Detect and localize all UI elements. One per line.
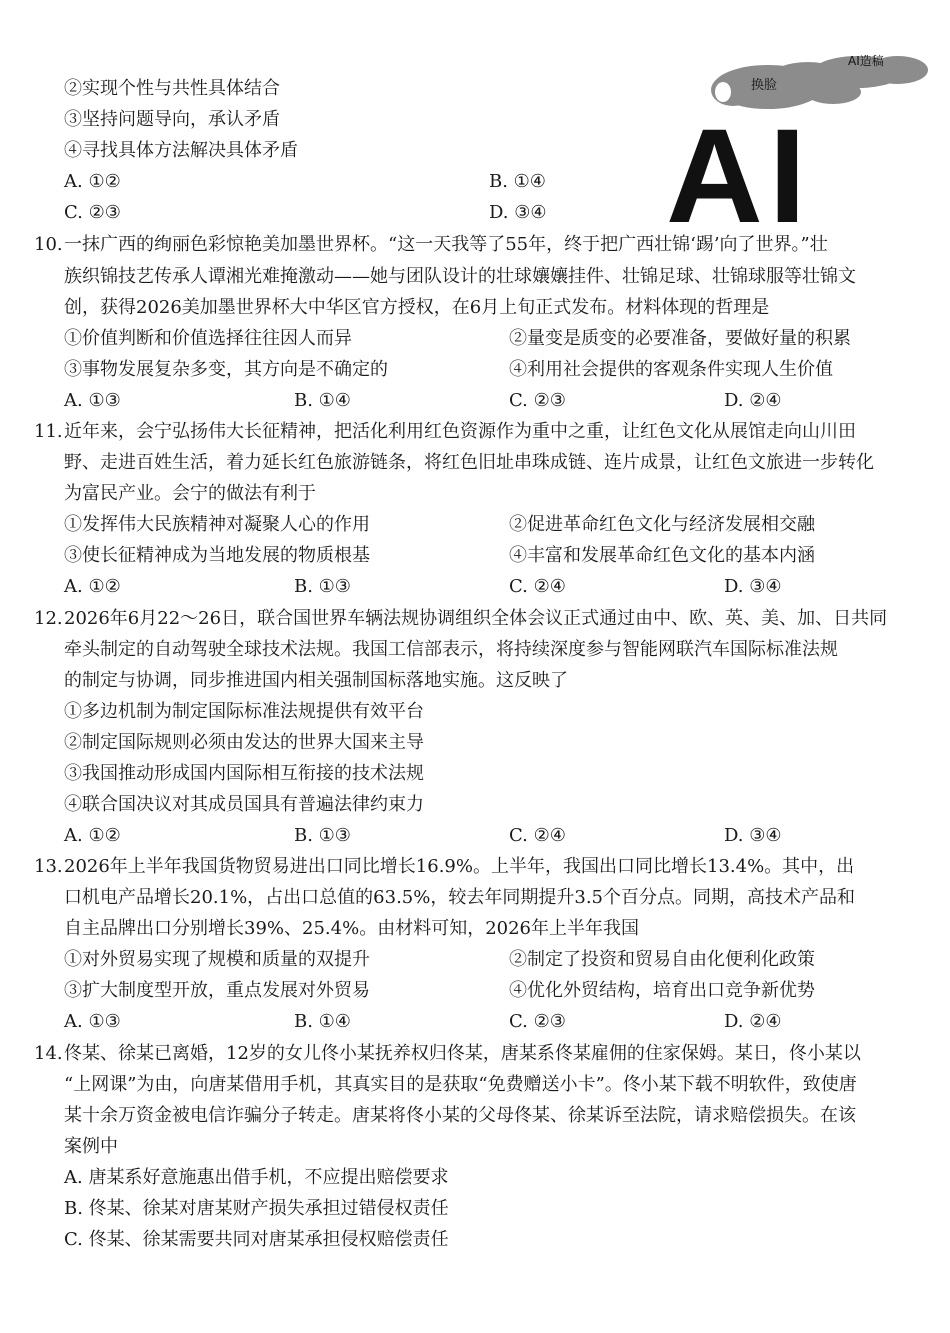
q10-number: 10.: [34, 234, 63, 255]
q10-answer-a: A. ①③: [64, 390, 121, 411]
ai-big-text: AI: [666, 102, 812, 251]
q14-stem-line: 佟某、徐某已离婚，12岁的女儿佟小某抚养权归佟某，唐某系佟某雇佣的住家保姆。某日，佟小某以: [64, 1043, 861, 1064]
q14-number: 14.: [34, 1043, 63, 1064]
q12-number: 12.: [34, 608, 63, 629]
cloud-label-2: AI造稿: [848, 54, 884, 68]
q12-option-3: ③我国推动形成国内国际相互衔接的技术法规: [64, 763, 424, 784]
q10-answer-c: C. ②③: [509, 390, 566, 411]
q12-answer-b: B. ①③: [294, 825, 351, 846]
q10-option-2: ②量变是质变的必要准备，要做好量的积累: [509, 328, 851, 349]
q14-option-a: A. 唐某系好意施惠出借手机，不应提出赔偿要求: [64, 1167, 449, 1188]
q13-answer-b: B. ①④: [294, 1011, 351, 1032]
q12-stem-line: 牵头制定的自动驾驶全球技术法规。我国工信部表示，将持续深度参与智能网联汽车国际标准法规: [64, 639, 838, 660]
q11-stem-line: 为富民产业。会宁的做法有利于: [64, 483, 316, 504]
q14-stem-line: “上网课”为由，向唐某借用手机，其真实目的是获取“免费赠送小卡”。佟小某下载不明软件，致使唐: [64, 1074, 857, 1095]
q12-option-2: ②制定国际规则必须由发达的世界大国来主导: [64, 732, 424, 753]
q12-answer-c: C. ②④: [509, 825, 566, 846]
q12-answer-d: D. ③④: [724, 825, 782, 846]
cloud-label: 换脸: [751, 78, 778, 93]
q13-answer-a: A. ①③: [64, 1011, 121, 1032]
cloud-illustration-graphic: [666, 54, 914, 251]
q12-answer-a: A. ①②: [64, 825, 121, 846]
q12-option-4: ④联合国决议对其成员国具有普遍法律约束力: [64, 794, 424, 815]
q13-option-3: ③扩大制度型开放，重点发展对外贸易: [64, 980, 370, 1001]
q13-answer-d: D. ②④: [724, 1011, 782, 1032]
q13-stem-line: 2026年上半年我国货物贸易进出口同比增长16.9%。上半年，我国出口同比增长13.4%。其中，出: [64, 856, 855, 877]
q9-answer-b: B. ①④: [489, 171, 546, 192]
q14-option-c: C. 佟某、徐某需要共同对唐某承担侵权赔偿责任: [64, 1229, 449, 1250]
q9-answer-a: A. ①②: [64, 171, 121, 192]
q13-number: 13.: [34, 856, 63, 877]
q11-option-2: ②促进革命红色文化与经济发展相交融: [509, 514, 815, 535]
q13-option-4: ④优化外贸结构，培育出口竞争新优势: [509, 980, 815, 1001]
q12-stem-line: 的制定与协调，同步推进国内相关强制国标落地实施。这反映了: [64, 670, 568, 691]
q10-stem-line: 创，获得2026美加墨世界杯大中华区官方授权，在6月上旬正式发布。材料体现的哲理是: [64, 297, 770, 318]
q11-option-1: ①发挥伟大民族精神对凝聚人心的作用: [64, 514, 370, 535]
q9-option-3: ③坚持问题导向，承认矛盾: [64, 109, 280, 130]
q9-option-4: ④寻找具体方法解决具体矛盾: [64, 140, 298, 161]
q9-option-2: ②实现个性与共性具体结合: [64, 78, 280, 99]
q9-answer-d: D. ③④: [489, 202, 547, 223]
q13-option-2: ②制定了投资和贸易自由化便利化政策: [509, 949, 815, 970]
q10-answer-b: B. ①④: [294, 390, 351, 411]
q10-option-1: ①价值判断和价值选择往往因人而异: [64, 328, 352, 349]
q11-answer-c: C. ②④: [509, 576, 566, 597]
q13-stem-line: 自主品牌出口分别增长39%、25.4%。由材料可知，2026年上半年我国: [64, 918, 639, 939]
q12-stem-line: 2026年6月22～26日，联合国世界车辆法规协调组织全体会议正式通过由中、欧、英、美、加、日共同: [64, 608, 888, 629]
q11-stem-line: 近年来，会宁弘扬伟大长征精神，把活化利用红色资源作为重中之重，让红色文化从展馆走向山川田: [64, 421, 856, 442]
ai-face-swap-illustration: [666, 54, 914, 251]
q11-answer-b: B. ①③: [294, 576, 351, 597]
q13-option-1: ①对外贸易实现了规模和质量的双提升: [64, 949, 370, 970]
q10-stem-line: 一抹广西的绚丽色彩惊艳美加墨世界杯。“这一天我等了55年，终于把广西壮锦‘踢’向了世界。”壮: [64, 234, 828, 255]
q11-stem-line: 野、走进百姓生活，着力延长红色旅游链条，将红色旧址串珠成链、连片成景，让红色文旅进一步转化: [64, 452, 874, 473]
q13-answer-c: C. ②③: [509, 1011, 566, 1032]
q10-option-3: ③事物发展复杂多变，其方向是不确定的: [64, 359, 388, 380]
q14-stem-line: 某十余万资金被电信诈骗分子转走。唐某将佟小某的父母佟某、徐某诉至法院，请求赔偿损失。在该: [64, 1105, 856, 1126]
q13-stem-line: 口机电产品增长20.1%，占出口总值的63.5%，较去年同期提升3.5个百分点。同期，高技术产品和: [64, 887, 855, 908]
q10-answer-d: D. ②④: [724, 390, 782, 411]
q12-option-1: ①多边机制为制定国际标准法规提供有效平台: [64, 701, 424, 722]
q11-number: 11.: [34, 421, 63, 442]
q14-stem-line: 案例中: [64, 1136, 118, 1157]
q14-option-b: B. 佟某、徐某对唐某财产损失承担过错侵权责任: [64, 1198, 449, 1219]
q11-option-4: ④丰富和发展革命红色文化的基本内涵: [509, 545, 815, 566]
q9-answer-c: C. ②③: [64, 202, 121, 223]
q11-answer-d: D. ③④: [724, 576, 782, 597]
q11-option-3: ③使长征精神成为当地发展的物质根基: [64, 545, 370, 566]
q11-answer-a: A. ①②: [64, 576, 121, 597]
q10-stem-line: 族织锦技艺传承人谭湘光难掩激动——她与团队设计的壮球孃孃挂件、壮锦足球、壮锦球服等壮锦文: [64, 266, 856, 287]
q10-option-4: ④利用社会提供的客观条件实现人生价值: [509, 359, 833, 380]
